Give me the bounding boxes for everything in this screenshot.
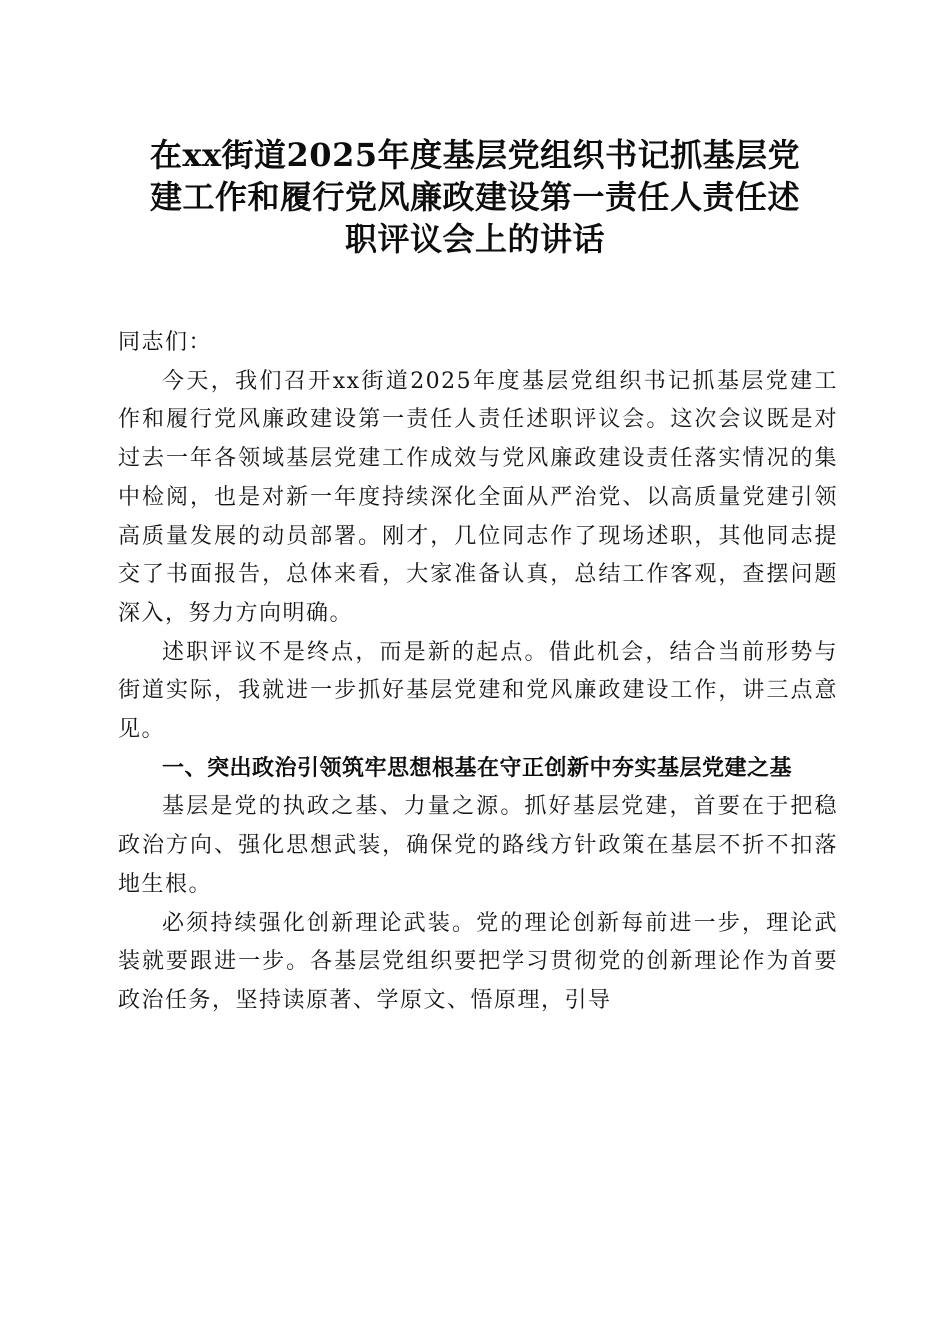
salutation: 同志们： bbox=[118, 330, 213, 355]
document-title bbox=[100, 134, 850, 260]
intro-paragraph: 今天，我们召开xx街道2025年度基层党组织书记抓基层党建工作和履行党风廉政建设第一责任人责任述职评议会。这次会议既是对过去一年各领域基层党建工作成效与党风廉政建设责任落实情况的集中检阅，也是对新一年度持续深化全面从严治党、以高质量党建引领高质量发展的动员部署。刚才，几位同志作了现场述职，其他同志提交了书面报告，总体来看，大家准备认真，总结工作客观，查摆问题深入，努力方向明确。 bbox=[118, 368, 838, 626]
title-line-1: 在xx街道2025年度基层党组织书记抓基层党 bbox=[149, 136, 801, 174]
document-body bbox=[118, 324, 838, 1021]
section-paragraph-2: 必须持续强化创新理论武装。党的理论创新每前进一步，理论武装就要跟进一步。各基层党组织要把学习贯彻党的创新理论作为首要政治任务，坚持读原著、学原文、悟原理，引导 bbox=[118, 910, 838, 1013]
section-heading-1: 一、突出政治引领筑牢思想根基在守正创新中夯实基层党建之基 bbox=[162, 755, 793, 781]
intro-paragraph-2: 述职评议不是终点，而是新的起点。借此机会，结合当前形势与街道实际，我就进一步抓好基层党建和党风廉政建设工作，讲三点意见。 bbox=[118, 639, 838, 743]
title-line-3: 职评议会上的讲话 bbox=[344, 220, 605, 258]
title-line-2: 建工作和履行党风廉政建设第一责任人责任述 bbox=[149, 178, 800, 216]
section-paragraph-1: 基层是党的执政之基、力量之源。抓好基层党建，首要在于把稳政治方向、强化思想武装，确保党的路线方针政策在基层不折不扣落地生根。 bbox=[118, 794, 838, 897]
